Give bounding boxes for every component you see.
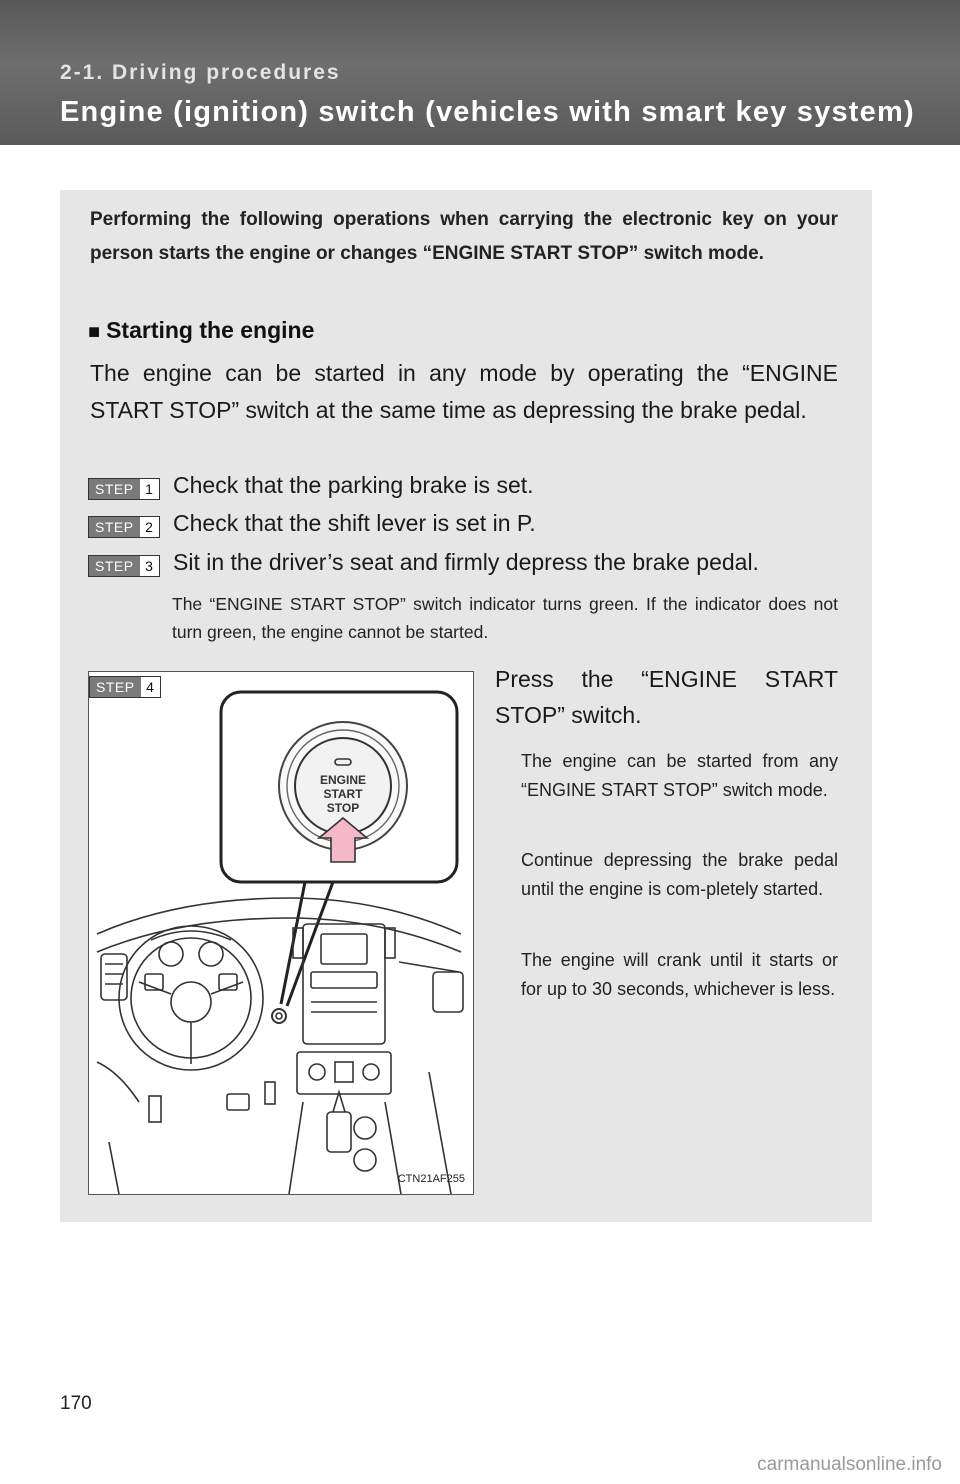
starting-body-text: The engine can be started in any mode by operating the “ENGINE START STOP” switch at the same time as depressing the brake pedal. xyxy=(90,360,838,423)
bullet-square-icon: ■ xyxy=(88,321,101,343)
button-label-line-3: STOP xyxy=(326,801,360,815)
step-4-note-3: The engine will crank until it starts or for up to 30 seconds, whichever is less. xyxy=(521,950,838,999)
figure-code: CTN21AF255 xyxy=(397,1173,465,1185)
intro-paragraph: Performing the following operations when carrying the electronic key on your person starts the engine or changes “ENGINE START STOP” switch mode. xyxy=(90,209,838,264)
step-4-text: Press the “ENGINE START STOP” switch. xyxy=(495,666,838,728)
button-label-line-2: START xyxy=(323,787,363,801)
step-4-badge: STEP 4 xyxy=(89,676,161,698)
button-label-line-1: ENGINE xyxy=(319,773,367,787)
step-4-note-2: Continue depressing the brake pedal until the engine is com-pletely started. xyxy=(521,850,838,899)
step-4-note-1: The engine can be started from any “ENGINE START STOP” switch mode. xyxy=(521,751,838,800)
step-text: Sit in the driver’s seat and firmly depress the brake pedal. xyxy=(173,549,759,575)
step-badge: STEP 3 xyxy=(88,555,160,577)
step-badge: STEP 1 xyxy=(88,478,160,500)
step-3-note: The “ENGINE START STOP” switch indicator turns green. If the indicator does not turn green, the engine cannot be started. xyxy=(172,594,838,642)
step-text: Check that the shift lever is set in P. xyxy=(173,510,536,536)
section-label: 2-1. Driving procedures xyxy=(60,61,341,84)
watermark: carmanualsonline.info xyxy=(757,1454,942,1475)
page-title: Engine (ignition) switch (vehicles with smart key system) xyxy=(60,96,915,128)
subsection-heading-text: Starting the engine xyxy=(106,317,315,343)
step-text: Check that the parking brake is set. xyxy=(173,472,534,498)
dashboard-drawing xyxy=(89,672,473,1194)
step-badge: STEP 2 xyxy=(88,516,160,538)
dashboard-illustration xyxy=(88,671,474,1195)
page-number: 170 xyxy=(60,1393,92,1414)
subsection-heading xyxy=(88,317,314,344)
